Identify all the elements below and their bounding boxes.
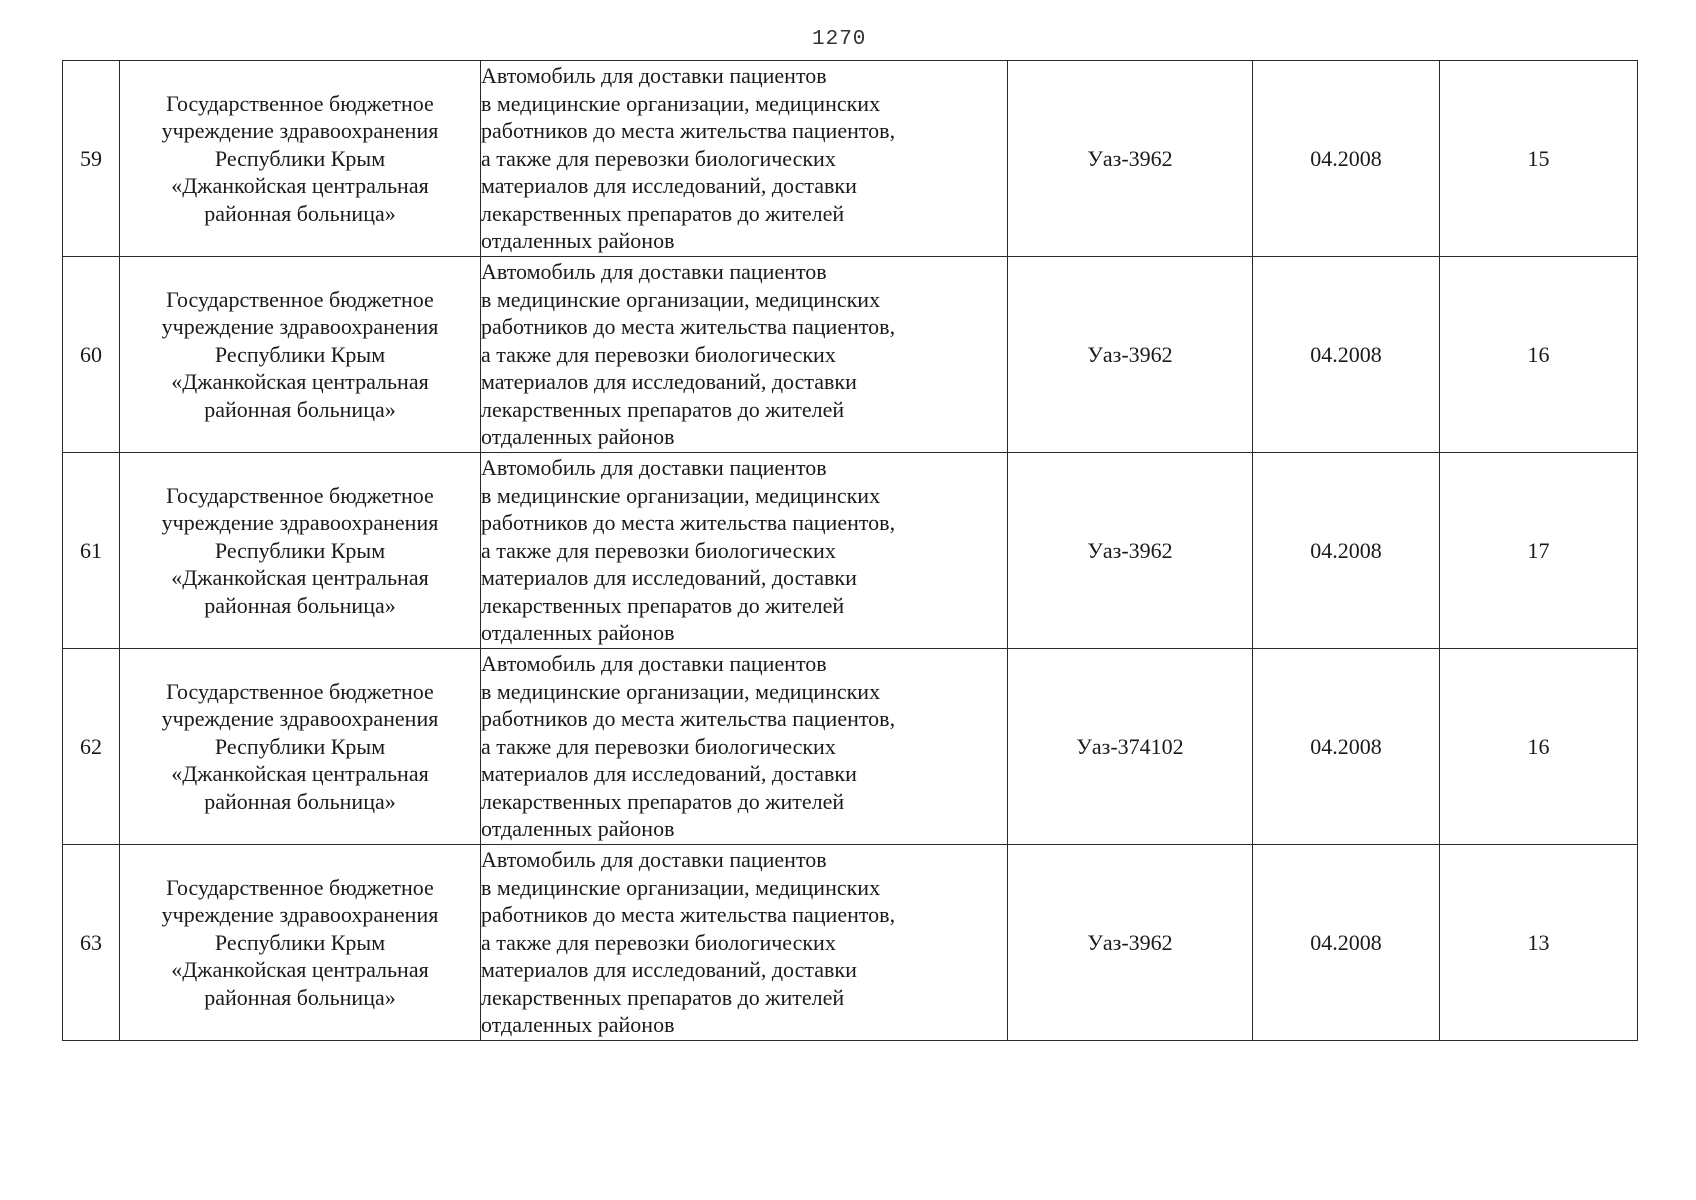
row-number-cell: 62: [63, 649, 120, 845]
vehicle-table: [62, 60, 1638, 1041]
organization-cell: [120, 257, 481, 453]
purpose-cell: [481, 453, 1008, 649]
table-row: [63, 649, 1638, 845]
organization-cell: [120, 61, 481, 257]
organization-text: Государственное бюджетное учреждение здравоохранения Республики Крым «Джанкойская центральная районная больница»: [161, 90, 439, 226]
date-cell: 04.2008: [1253, 257, 1440, 453]
vehicle-model-cell: Уаз-374102: [1008, 649, 1253, 845]
purpose-text: Автомобиль для доставки пациентов в медицинские организации, медицинских работников до места жительства пациентов, а также для перевозки биологических материалов для исследований, доставки лекарственных препаратов до жителей отдаленных районов: [481, 63, 896, 254]
purpose-cell: [481, 257, 1008, 453]
years-cell: 16: [1440, 649, 1638, 845]
organization-text: Государственное бюджетное учреждение здравоохранения Республики Крым «Джанкойская центральная районная больница»: [161, 482, 439, 618]
organization-text: Государственное бюджетное учреждение здравоохранения Республики Крым «Джанкойская центральная районная больница»: [161, 286, 439, 422]
organization-cell: [120, 649, 481, 845]
date-cell: 04.2008: [1253, 453, 1440, 649]
organization-cell: [120, 453, 481, 649]
date-cell: 04.2008: [1253, 845, 1440, 1041]
purpose-text: Автомобиль для доставки пациентов в медицинские организации, медицинских работников до места жительства пациентов, а также для перевозки биологических материалов для исследований, доставки лекарственных препаратов до жителей отдаленных районов: [481, 651, 896, 842]
row-number-cell: 61: [63, 453, 120, 649]
row-number-cell: 60: [63, 257, 120, 453]
table-row: [63, 453, 1638, 649]
purpose-text: Автомобиль для доставки пациентов в медицинские организации, медицинских работников до места жительства пациентов, а также для перевозки биологических материалов для исследований, доставки лекарственных препаратов до жителей отдаленных районов: [481, 455, 896, 646]
purpose-text: Автомобиль для доставки пациентов в медицинские организации, медицинских работников до места жительства пациентов, а также для перевозки биологических материалов для исследований, доставки лекарственных препаратов до жителей отдаленных районов: [481, 847, 896, 1038]
vehicle-model-cell: Уаз-3962: [1008, 845, 1253, 1041]
date-cell: 04.2008: [1253, 649, 1440, 845]
table-row: [63, 257, 1638, 453]
vehicle-model-cell: Уаз-3962: [1008, 257, 1253, 453]
purpose-cell: [481, 649, 1008, 845]
years-cell: 17: [1440, 453, 1638, 649]
years-cell: 16: [1440, 257, 1638, 453]
organization-text: Государственное бюджетное учреждение здравоохранения Республики Крым «Джанкойская центральная районная больница»: [161, 678, 439, 814]
organization-text: Государственное бюджетное учреждение здравоохранения Республики Крым «Джанкойская центральная районная больница»: [161, 874, 439, 1010]
row-number-cell: 59: [63, 61, 120, 257]
organization-cell: [120, 845, 481, 1041]
date-cell: 04.2008: [1253, 61, 1440, 257]
row-number-cell: 63: [63, 845, 120, 1041]
years-cell: 15: [1440, 61, 1638, 257]
years-cell: 13: [1440, 845, 1638, 1041]
purpose-cell: [481, 61, 1008, 257]
purpose-cell: [481, 845, 1008, 1041]
table-row: [63, 61, 1638, 257]
purpose-text: Автомобиль для доставки пациентов в медицинские организации, медицинских работников до места жительства пациентов, а также для перевозки биологических материалов для исследований, доставки лекарственных препаратов до жителей отдаленных районов: [481, 259, 896, 450]
vehicle-model-cell: Уаз-3962: [1008, 61, 1253, 257]
page-number: 1270: [812, 28, 867, 51]
vehicle-model-cell: Уаз-3962: [1008, 453, 1253, 649]
table-row: [63, 845, 1638, 1041]
